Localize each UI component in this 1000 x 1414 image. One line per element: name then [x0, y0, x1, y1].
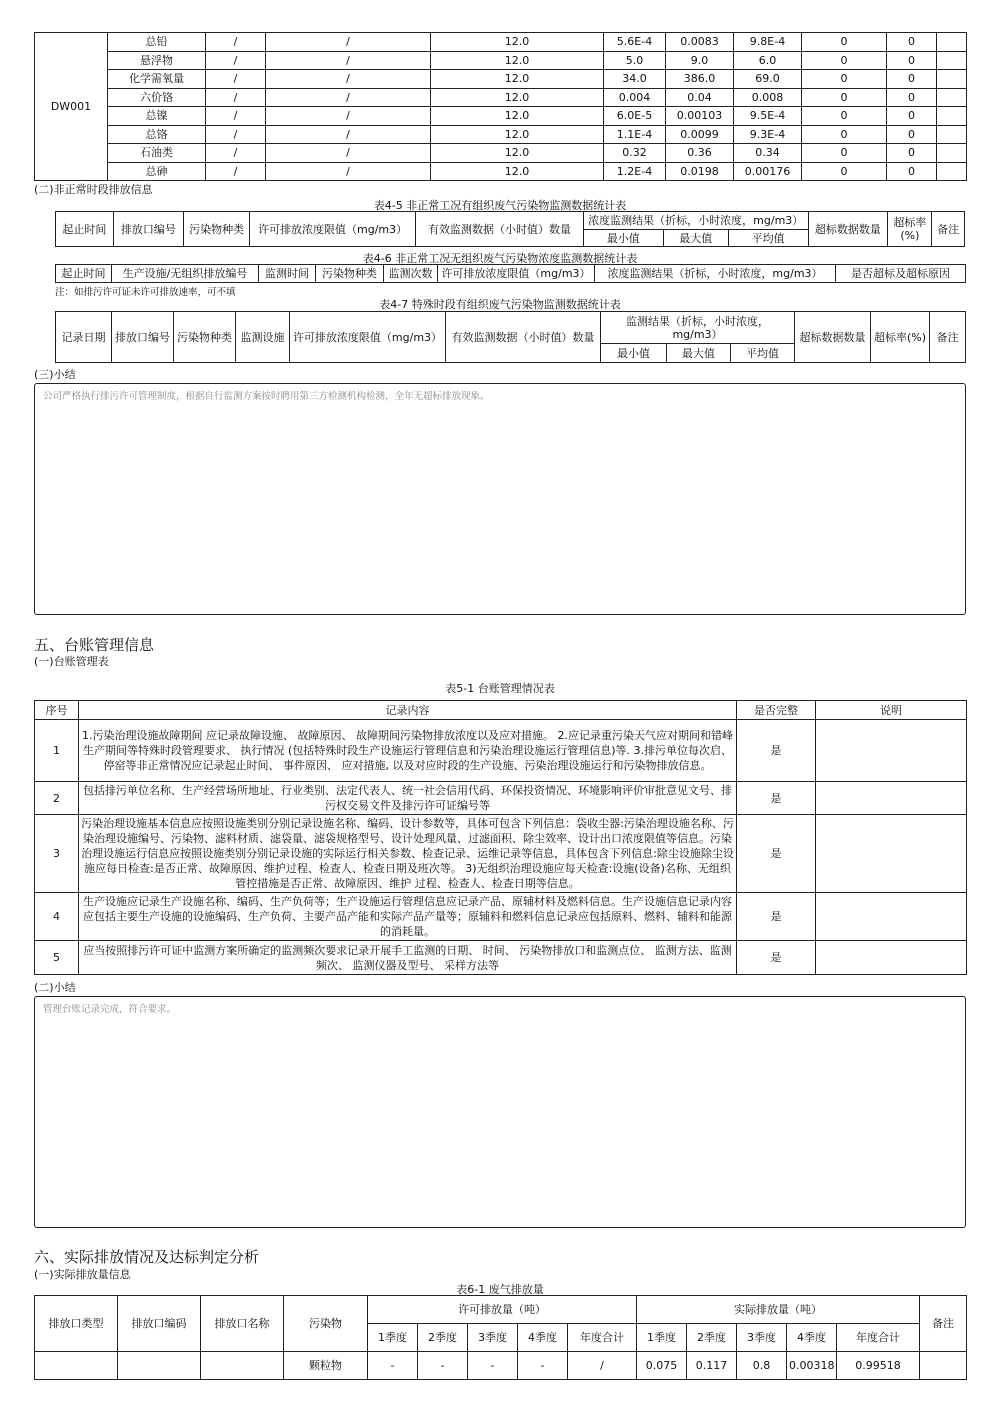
col-header: 监测结果（折标，小时浓度，mg/m3） [601, 312, 795, 344]
table-cell: 总砷 [108, 162, 206, 181]
col-header: 年度合计 [837, 1324, 920, 1352]
summary-box-4 [34, 383, 966, 615]
table-cell: 0 [887, 107, 937, 126]
col-header: 平均值 [728, 230, 808, 247]
table-cell: 12.0 [431, 33, 604, 52]
complete-flag: 是 [737, 782, 816, 815]
col-header: 是否完整 [737, 701, 816, 720]
table-cell: 悬浮物 [108, 51, 206, 70]
table-row [35, 893, 967, 941]
table-cell: - [418, 1352, 468, 1380]
table-row [35, 1352, 967, 1380]
table-row [35, 162, 967, 181]
table-6-1 [34, 1295, 967, 1380]
table-cell: / [206, 51, 266, 70]
col-header: 有效监测数据（小时值）数量 [446, 312, 601, 363]
table-cell: 0.99518 [837, 1352, 920, 1380]
table-cell: 0.0099 [666, 125, 734, 144]
col-header: 4季度 [518, 1324, 568, 1352]
table-4-7-caption: 表4-7 特殊时段有组织废气污染物监测数据统计表 [379, 298, 621, 311]
row-number: 4 [35, 893, 79, 941]
col-header: 2季度 [418, 1324, 468, 1352]
col-header: 排放口名称 [201, 1296, 284, 1352]
col-header: 污染物种类 [174, 312, 236, 363]
col-header: 最大值 [663, 230, 728, 247]
record-content: 包括排污单位名称、生产经营场所地址、行业类别、法定代表人、统一社会信用代码、环保投资情况、环境影响评价审批意见文号、排污权交易文件及排污许可证编号等 [79, 782, 737, 815]
table-cell: 69.0 [734, 70, 802, 89]
table-cell: 6.0E-5 [604, 107, 666, 126]
table-cell: 总镍 [108, 107, 206, 126]
col-header: 排放口类型 [35, 1296, 118, 1352]
table-cell [920, 1352, 967, 1380]
table-4-4-continuation [34, 32, 967, 181]
table-cell: / [266, 51, 431, 70]
table-cell: 9.5E-4 [734, 107, 802, 126]
table-cell: / [266, 144, 431, 163]
table-cell: 0 [802, 88, 887, 107]
summary-text: 管理台账记录完成，符合要求。 [43, 1004, 177, 1015]
table-cell: / [266, 162, 431, 181]
table-cell: 0 [887, 51, 937, 70]
col-header: 超标率(%) [871, 312, 930, 363]
col-header: 说明 [816, 701, 967, 720]
col-header: 排放口编号 [113, 212, 183, 247]
table-cell: / [206, 33, 266, 52]
col-header: 生产设施/无组织排放编号 [112, 265, 259, 283]
section-5-title: 五、台账管理信息 [34, 636, 155, 654]
summary-box-5 [34, 996, 966, 1228]
table-cell [201, 1352, 284, 1380]
col-header: 起止时间 [56, 265, 112, 283]
remark [816, 941, 967, 975]
section-4-2-heading: (二)非正常时段排放信息 [34, 183, 153, 196]
table-cell: 12.0 [431, 125, 604, 144]
section-4-3-heading: (三)小结 [34, 368, 76, 381]
record-content: 应当按照排污许可证中监测方案所确定的监测频次要求记录开展手工监测的日期、 时间、 污染物排放口和监测点位、 监测方法、监测频次、 监测仪器及型号、 采样方法等 [79, 941, 737, 975]
table-cell: / [206, 70, 266, 89]
table-cell: - [468, 1352, 518, 1380]
table-cell: 0 [887, 144, 937, 163]
table-cell: / [568, 1352, 637, 1380]
table-4-6-caption: 表4-6 非正常工况无组织废气污染物浓度监测数据统计表 [362, 252, 638, 265]
table-cell: 0.00176 [734, 162, 802, 181]
table-cell [937, 33, 967, 52]
table-cell [937, 51, 967, 70]
table-cell [937, 125, 967, 144]
table-cell: - [518, 1352, 568, 1380]
col-header: 超标数据数量 [795, 312, 871, 363]
table-4-5-caption: 表4-5 非正常工况有组织废气污染物监测数据统计表 [373, 199, 627, 212]
section-6-title: 六、实际排放情况及达标判定分析 [34, 1248, 260, 1266]
col-header: 浓度监测结果（折标，小时浓度，mg/m3） [595, 265, 836, 283]
table-cell: 0 [802, 51, 887, 70]
col-header: 最小值 [583, 230, 663, 247]
table-cell: 0.00318 [787, 1352, 837, 1380]
table-cell [937, 162, 967, 181]
col-header: 实际排放量（吨） [637, 1296, 920, 1324]
table-cell: 六价铬 [108, 88, 206, 107]
complete-flag: 是 [737, 893, 816, 941]
table-cell: 386.0 [666, 70, 734, 89]
table-cell: 5.0 [604, 51, 666, 70]
table-cell: / [266, 125, 431, 144]
table-row [35, 70, 967, 89]
complete-flag: 是 [737, 815, 816, 893]
table-cell: 0 [802, 70, 887, 89]
table-row [35, 33, 967, 52]
col-header: 年度合计 [568, 1324, 637, 1352]
table-cell: 5.6E-4 [604, 33, 666, 52]
table-cell: 12.0 [431, 107, 604, 126]
col-header: 3季度 [737, 1324, 787, 1352]
table-cell: 0.34 [734, 144, 802, 163]
col-header: 1季度 [637, 1324, 687, 1352]
col-header: 污染物种类 [316, 265, 384, 283]
row-number: 2 [35, 782, 79, 815]
table-cell: 0 [802, 125, 887, 144]
col-header: 许可排放浓度限值（mg/m3） [438, 265, 595, 283]
remark [816, 893, 967, 941]
record-content: 污染治理设施基本信息应按照设施类别分别记录设施名称、编码、设计参数等，具体可包含下列信息：袋收尘器:污染治理设施名称、污染治理设施编号、污染物、滤料材质、滤袋量、滤袋规格型号、设计处理风量、过滤面积、除尘效率、设计出口浓度限值等信息。污染治理设施运行信息应按照设施类别分别记录设施的实际运行相关参数、检查记录、运维记录等信息，具体包含下列信息:除尘设施除尘设施应每日检查:是否正常、故障原因、维护过程、检查人、检查日期及班次等。 3)无组织治理设施应每天检查:设施(设备)名称、无组织管控措施是否正常、故障原因、维护 过程、检查人、检查日期等信息。 [79, 815, 737, 893]
table-row [35, 51, 967, 70]
table-cell: 0.36 [666, 144, 734, 163]
table-5-1 [34, 700, 967, 975]
table-cell: 化学需氧量 [108, 70, 206, 89]
table-cell: 9.8E-4 [734, 33, 802, 52]
record-content: 生产设施应记录生产设施名称、编码、生产负荷等；生产设施运行管理信息应记录产品、原辅材料及燃料信息。生产设施信息记录内容应包括主要生产设施的设施编码、生产负荷、主要产品产能和实际产品产量等；原辅料和燃料信息记录应包括原料、燃料、辅料和能源的消耗量。 [79, 893, 737, 941]
table-cell: 12.0 [431, 70, 604, 89]
table-cell: 0.008 [734, 88, 802, 107]
col-header: 监测次数 [384, 265, 438, 283]
col-header: 许可排放浓度限值（mg/m3） [250, 212, 416, 247]
col-header: 1季度 [368, 1324, 418, 1352]
section-5-1-heading: (一)台账管理表 [34, 655, 109, 668]
row-number: 1 [35, 720, 79, 782]
table-cell: / [206, 125, 266, 144]
table-cell: / [266, 88, 431, 107]
section-6-1-heading: (一)实际排放量信息 [34, 1268, 131, 1281]
table-cell: / [206, 162, 266, 181]
table-cell: 颗粒物 [284, 1352, 368, 1380]
col-header: 平均值 [731, 344, 795, 363]
table-cell: 0.04 [666, 88, 734, 107]
col-header: 许可排放量（吨） [368, 1296, 637, 1324]
table-cell: 0.0198 [666, 162, 734, 181]
col-header: 备注 [930, 312, 966, 363]
table-cell: 0.32 [604, 144, 666, 163]
table-cell [937, 107, 967, 126]
table-cell: 6.0 [734, 51, 802, 70]
table-cell: 0.004 [604, 88, 666, 107]
table-row [35, 782, 967, 815]
table-cell: / [206, 88, 266, 107]
table-cell: 1.1E-4 [604, 125, 666, 144]
table-cell: / [266, 107, 431, 126]
table-cell: / [266, 33, 431, 52]
table-row [35, 941, 967, 975]
col-header: 4季度 [787, 1324, 837, 1352]
table-cell: 0 [802, 33, 887, 52]
col-header: 有效监测数据（小时值）数量 [416, 212, 584, 247]
table-row [35, 815, 967, 893]
table-cell: 12.0 [431, 162, 604, 181]
remark [816, 815, 967, 893]
col-header: 2季度 [687, 1324, 737, 1352]
table-cell: / [206, 144, 266, 163]
row-number: 5 [35, 941, 79, 975]
table-cell: 9.3E-4 [734, 125, 802, 144]
table-cell: / [266, 70, 431, 89]
table-4-5 [55, 211, 965, 247]
col-header: 污染物 [284, 1296, 368, 1352]
table-cell: / [206, 107, 266, 126]
outlet-code: DW001 [35, 33, 108, 181]
col-header: 监测设施 [236, 312, 290, 363]
table-5-1-caption: 表5-1 台账管理情况表 [445, 682, 555, 695]
table-cell: 0 [802, 144, 887, 163]
col-header: 污染物种类 [184, 212, 250, 247]
table-cell: 1.2E-4 [604, 162, 666, 181]
col-header: 许可排放浓度限值（mg/m3） [290, 312, 446, 363]
table-row [35, 88, 967, 107]
table-cell: 0.075 [637, 1352, 687, 1380]
table-cell: 0 [887, 70, 937, 89]
table-cell: 0 [802, 162, 887, 181]
col-header: 序号 [35, 701, 79, 720]
table-cell: 0.117 [687, 1352, 737, 1380]
table-4-7 [55, 311, 966, 363]
col-header: 超标率(%) [888, 212, 932, 247]
table-cell: 0.0083 [666, 33, 734, 52]
table-row [35, 144, 967, 163]
table-cell [937, 144, 967, 163]
col-header: 记录日期 [56, 312, 112, 363]
table-row [35, 107, 967, 126]
table-cell: 0 [802, 107, 887, 126]
section-5-2-heading: (二)小结 [34, 981, 76, 994]
table-4-6-note: 注：如排污许可证未许可排放速率，可不填 [55, 287, 236, 298]
col-header: 最大值 [667, 344, 731, 363]
col-header: 超标数据数量 [808, 212, 888, 247]
table-cell: 0 [887, 33, 937, 52]
complete-flag: 是 [737, 941, 816, 975]
table-cell [937, 88, 967, 107]
table-cell: 12.0 [431, 51, 604, 70]
col-header: 排放口编码 [118, 1296, 201, 1352]
table-cell: 9.0 [666, 51, 734, 70]
table-6-1-caption: 表6-1 废气排放量 [456, 1283, 544, 1296]
col-header: 3季度 [468, 1324, 518, 1352]
complete-flag: 是 [737, 720, 816, 782]
row-number: 3 [35, 815, 79, 893]
table-cell: 总铅 [108, 33, 206, 52]
col-header: 备注 [932, 212, 965, 247]
table-cell: 0.00103 [666, 107, 734, 126]
table-cell [937, 70, 967, 89]
summary-text: 公司严格执行排污许可管理制度，根据自行监测方案按时聘用第三方检测机构检测，全年无超标排放现象。 [43, 391, 490, 402]
col-header: 最小值 [601, 344, 667, 363]
table-cell: - [368, 1352, 418, 1380]
table-cell [118, 1352, 201, 1380]
table-cell: 0 [887, 125, 937, 144]
table-cell: 0.8 [737, 1352, 787, 1380]
remark [816, 782, 967, 815]
table-cell: 0 [887, 88, 937, 107]
col-header: 记录内容 [79, 701, 737, 720]
table-row [35, 125, 967, 144]
col-header: 起止时间 [56, 212, 114, 247]
table-cell [35, 1352, 118, 1380]
col-header: 监测时间 [259, 265, 316, 283]
table-cell: 0 [887, 162, 937, 181]
table-4-6 [55, 264, 966, 283]
table-cell: 石油类 [108, 144, 206, 163]
col-header: 备注 [920, 1296, 967, 1352]
col-header: 排放口编号 [112, 312, 174, 363]
table-row [35, 720, 967, 782]
table-cell: 12.0 [431, 88, 604, 107]
col-header: 是否超标及超标原因 [836, 265, 966, 283]
table-cell: 34.0 [604, 70, 666, 89]
table-cell: 总铬 [108, 125, 206, 144]
table-cell: 12.0 [431, 144, 604, 163]
col-header: 浓度监测结果（折标，小时浓度，mg/m3） [583, 212, 808, 230]
remark [816, 720, 967, 782]
record-content: 1.污染治理设施故障期间 应记录故障设施、 故障原因、 故障期间污染物排放浓度以及应对措施。 2.应记录重污染天气应对期间和错峰生产期间等特殊时段管理要求、 执行情况 (包括特殊时段生产设施运行管理信息和污染治理设施运行管理信息)等. 3.排污单位每次启、 停窑等非正常情况应记录起止时间、 事件原因、 应对措施, 以及对应时段的生产设施、污染治理设施运行和污染物排放信息。 [79, 720, 737, 782]
